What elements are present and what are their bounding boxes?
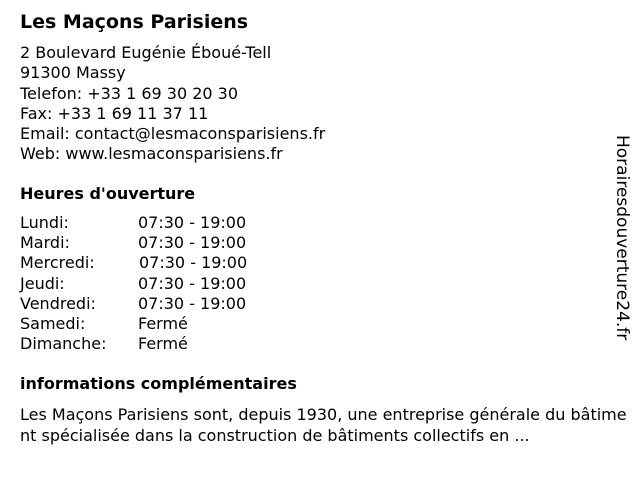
business-name: Les Maçons Parisiens xyxy=(20,11,249,33)
day-label: Mardi: xyxy=(20,233,70,253)
email-line: Email: contact@lesmaconsparisiens.fr xyxy=(20,124,326,144)
day-time: 07:30 - 19:00 xyxy=(138,233,247,253)
hours-heading: Heures d'ouverture xyxy=(20,184,196,203)
city-address: 91300 Massy xyxy=(20,63,126,83)
info-heading: informations complémentaires xyxy=(20,374,297,393)
day-label: Jeudi: xyxy=(20,273,65,293)
day-time: 07:30 - 19:00 xyxy=(139,253,248,273)
street-address: 2 Boulevard Eugénie Éboué-Tell xyxy=(20,43,272,62)
day-time: 07:30 - 19:00 xyxy=(138,213,247,232)
day-label: Mercredi: xyxy=(20,253,95,273)
contact-block xyxy=(20,43,325,165)
day-time: Fermé xyxy=(138,313,188,333)
fax-line: Fax: +33 1 69 11 37 11 xyxy=(20,103,209,123)
day-label: Lundi: xyxy=(20,213,69,232)
day-time: 07:30 - 19:00 xyxy=(138,293,247,313)
day-label: Vendredi: xyxy=(20,293,96,313)
phone-line: Telefon: +33 1 69 30 20 30 xyxy=(20,83,239,103)
day-time: Fermé xyxy=(138,334,188,354)
day-label: Samedi: xyxy=(20,313,86,333)
web-line: Web: www.lesmaconsparisiens.fr xyxy=(20,144,283,164)
watermark xyxy=(610,135,634,375)
day-label: Dimanche: xyxy=(20,334,107,354)
watermark-text: Horairesdouverture24.fr xyxy=(612,135,632,341)
info-description: Les Maçons Parisiens sont, depuis 1930, une entreprise générale du bâtiment spécialisée dans la construction de bâtiments collectifs en ... xyxy=(20,405,627,445)
day-time: 07:30 - 19:00 xyxy=(138,273,247,293)
